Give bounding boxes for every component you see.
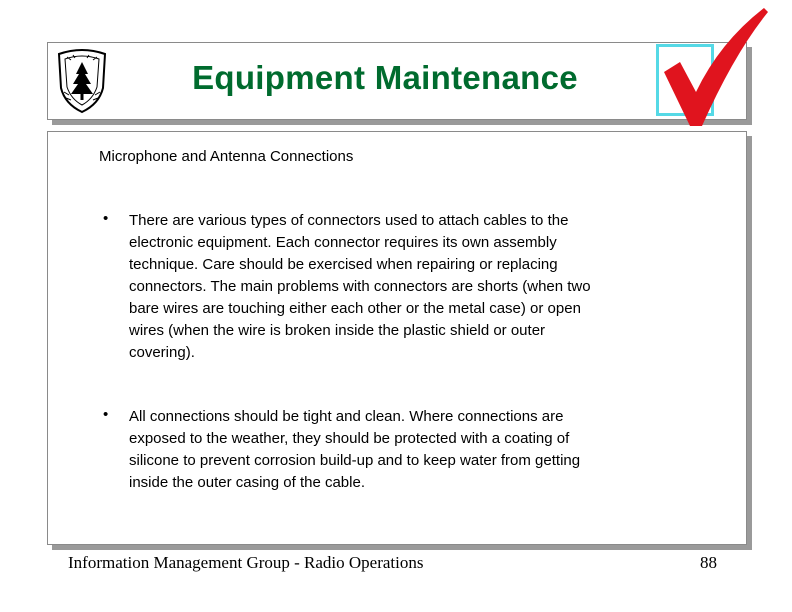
forest-service-shield-icon xyxy=(55,48,109,114)
bullet-marker: • xyxy=(103,406,109,423)
paragraph-line: bare wires are touching either each other or the metal case) or open xyxy=(129,300,581,317)
paragraph-line: technique. Care should be exercised when repairing or replacing xyxy=(129,256,558,273)
paragraph-line: electronic equipment. Each connector requires its own assembly xyxy=(129,234,557,251)
bullet-marker: • xyxy=(103,210,109,227)
section-subheading: Microphone and Antenna Connections xyxy=(99,148,354,165)
paragraph-line: All connections should be tight and clean. Where connections are xyxy=(129,408,564,425)
bullet-paragraph xyxy=(129,406,719,494)
checkmark-icon xyxy=(662,6,770,128)
paragraph-line: wires (when the wire is broken inside the plastic shield or outer xyxy=(129,322,546,339)
paragraph-line: There are various types of connectors used to attach cables to the xyxy=(129,212,569,229)
slide-title: Equipment Maintenance xyxy=(192,59,578,96)
footer-organization: Information Management Group - Radio Operations xyxy=(68,553,424,572)
bullet-paragraph xyxy=(129,210,719,364)
paragraph-line: connectors. The main problems with connectors are shorts (when two xyxy=(129,278,591,295)
paragraph-line: silicone to prevent corrosion build-up and to keep water from getting xyxy=(129,452,581,469)
paragraph-line: covering). xyxy=(129,344,195,361)
page-number: 88 xyxy=(700,553,717,572)
paragraph-line: exposed to the weather, they should be protected with a coating of xyxy=(129,430,570,447)
paragraph-line: inside the outer casing of the cable. xyxy=(129,474,365,491)
